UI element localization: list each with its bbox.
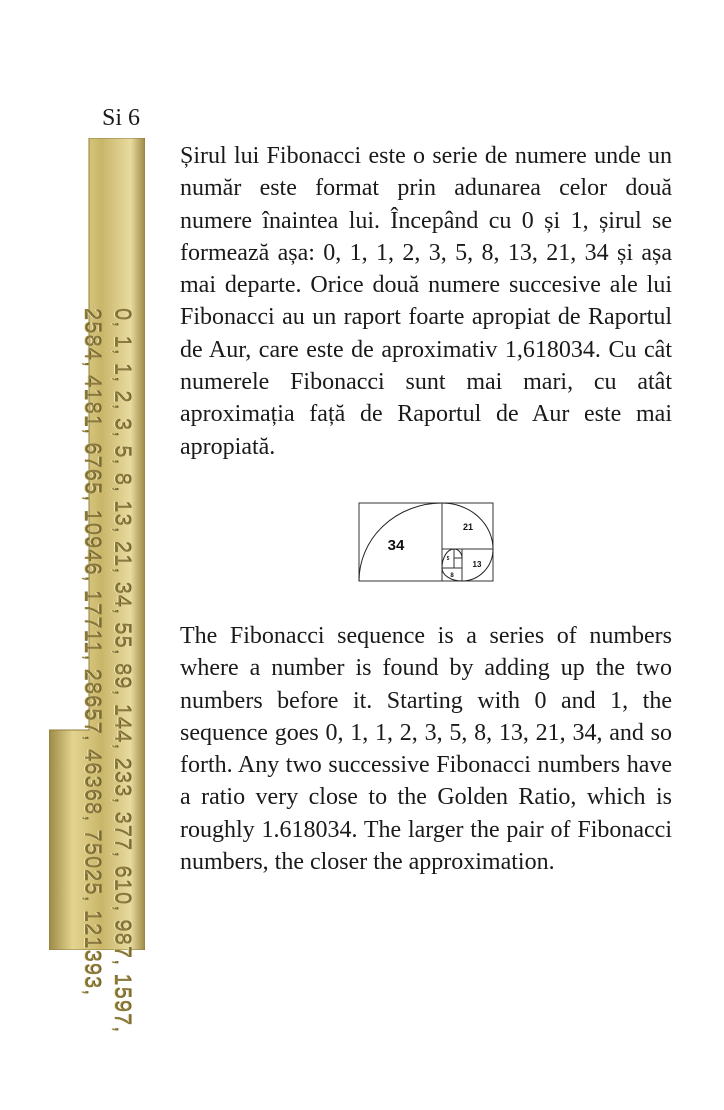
ruler-line-1: 0, 1, 1, 2, 3, 5, 8, 13, 21, 34, 55, 89, 144, 233, 377, 610, 987, 1597, (110, 308, 135, 1034)
label-13: 13 (472, 560, 482, 569)
label-8: 8 (450, 573, 454, 579)
label-34: 34 (387, 537, 405, 554)
golden-spiral-diagram (358, 502, 494, 587)
english-paragraph: The Fibonacci sequence is a series of numbers where a number is found by adding up the two numbers before it. Starting with 0 and 1, the sequence goes 0, 1, 1, 2, 3, 5, 8, 13, 21, 34, and so forth. Any two successive Fibonacci numbers have a ratio very close to the Golden Ratio, which is roughly 1.618034. The larger the pair of Fibonacci numbers, the closer the approximation. (180, 623, 672, 876)
label-21: 21 (462, 522, 474, 532)
fibonacci-ruler-image (49, 138, 145, 1034)
romanian-paragraph: Șirul lui Fibonacci este o serie de numere unde un număr este format prin adunarea celor două numere înaintea lui. Începând cu 0 și 1, șirul se formează așa: 0, 1, 1, 2, 3, 5, 8, 13, 21, 34 și așa mai departe. Orice două numere succesive ale lui Fibonacci au un raport foarte apropiat de Raportul de Aur, care este de aproximativ 1,618034. Cu cât numerele Fibonacci sunt mai mari, cu atât aproximația față de Raportul de Aur este mai apropiată. (180, 143, 672, 460)
ruler-line-2: 2584, 4181, 6765, 10946, 17711, 28657, 46368, 75025, 121393, (80, 308, 105, 997)
page-label: Si 6 (102, 105, 141, 131)
ruler-engraving (49, 298, 145, 1110)
label-5: 5 (446, 556, 450, 562)
